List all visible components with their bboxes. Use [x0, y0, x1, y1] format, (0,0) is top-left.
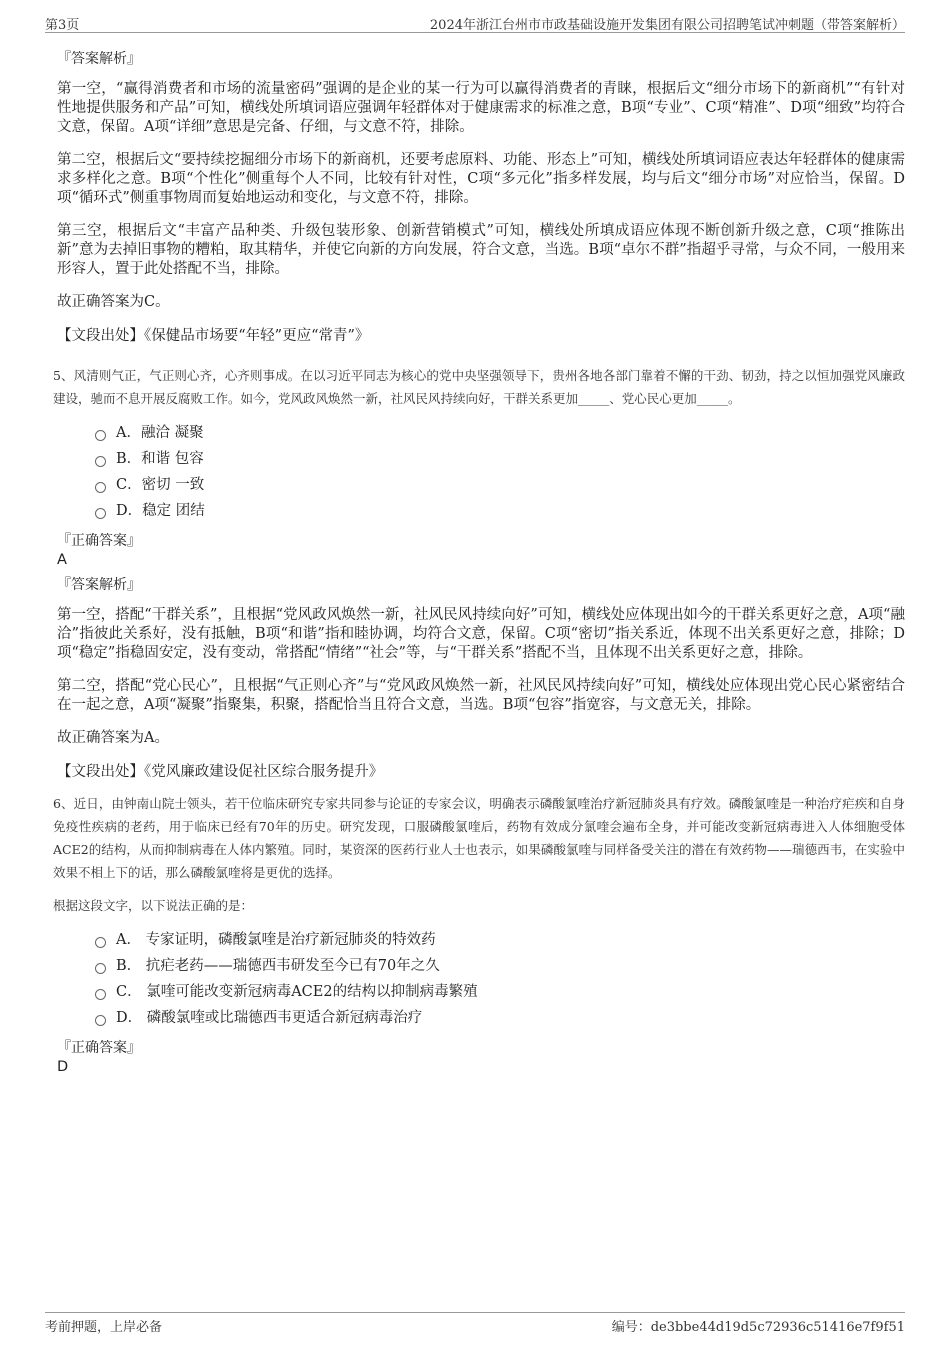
- question-5-options: [95, 420, 905, 524]
- correct-answer: A: [57, 552, 67, 568]
- option-c[interactable]: C．密切 一致: [95, 472, 905, 498]
- page-number: 第3页: [45, 18, 80, 33]
- analysis-paragraph: 第一空，搭配“干群关系”，且根据“党风政风焕然一新，社风民风持续向好”可知，横线处应体现出如今的干群关系更好之意，A项“融洽”指彼此关系好，没有抵触，B项“和谐”指和睦协调，均符合文意，保留。C项“密切”指关系近，体现不出关系更好之意，排除；D项“稳定”指稳固安定，没有变动，常搭配“情绪”“社会”等，与“干群关系”搭配不当，且体现不出关系更好之意，排除。: [57, 607, 905, 661]
- option-b[interactable]: B． 抗疟老药——瑞德西韦研发至今已有70年之久: [95, 953, 905, 979]
- document-title: 2024年浙江台州市市政基础设施开发集团有限公司招聘笔试冲刺题（带答案解析）: [429, 18, 905, 33]
- radio-icon[interactable]: [95, 963, 106, 974]
- analysis-conclusion: 故正确答案为C。: [57, 294, 170, 310]
- answer-label: 『正确答案』: [57, 1040, 141, 1056]
- option-d[interactable]: D．稳定 团结: [95, 498, 905, 524]
- question-6-options: [95, 927, 905, 1031]
- document-id: 编号：de3bbe44d19d5c72936c51416e7f9f51: [611, 1320, 905, 1335]
- radio-icon[interactable]: [95, 482, 106, 493]
- correct-answer: D: [57, 1059, 69, 1075]
- radio-icon[interactable]: [95, 508, 106, 519]
- answer-label: 『正确答案』: [57, 533, 141, 549]
- analysis-label: 『答案解析』: [57, 51, 141, 67]
- analysis-conclusion: 故正确答案为A。: [57, 730, 169, 746]
- radio-icon[interactable]: [95, 430, 106, 441]
- radio-icon[interactable]: [95, 989, 106, 1000]
- analysis-paragraph: 第二空，搭配“党心民心”，且根据“气正则心齐”与“党风政风焕然一新，社风民风持续向好”可知，横线处应体现出党心民心紧密结合在一起之意，A项“凝聚”指聚集，积聚，搭配恰当且符合文意，当选。B项“包容”指宽容，与文意无关，排除。: [57, 678, 905, 713]
- radio-icon[interactable]: [95, 456, 106, 467]
- page-header: [45, 12, 905, 33]
- page-footer: [45, 1312, 905, 1335]
- analysis-label: 『答案解析』: [57, 577, 141, 593]
- option-c[interactable]: C． 氯喹可能改变新冠病毒ACE2的结构以抑制病毒繁殖: [95, 979, 905, 1005]
- option-b[interactable]: B．和谐 包容: [95, 446, 905, 472]
- question-6-prompt: 根据这段文字，以下说法正确的是：: [53, 898, 254, 913]
- analysis-paragraph: 第二空，根据后文“要持续挖掘细分市场下的新商机，还要考虑原料、功能、形态上”可知，横线处所填词语应表达年轻群体的健康需求多样化之意。B项“个性化”侧重每个人不同，比较有针对性，C项“多元化”指多样发展，均与后文“细分市场”对应恰当，保留。D项“循环式”侧重事物周而复始地运动和变化，与文意不符，排除。: [57, 152, 905, 206]
- question-6-text: 6、近日，由钟南山院士领头，若干位临床研究专家共同参与论证的专家会议，明确表示磷酸氯喹治疗新冠肺炎具有疗效。磷酸氯喹是一种治疗疟疾和自身免疫性疾病的老药，用于临床已经有70年的历史。研究发现，口服磷酸氯喹后，药物有效成分氯喹会遍布全身，并可能改变新冠病毒进入人体细胞受体ACE2的结构，从而抑制病毒在人体内繁殖。同时，某资深的医药行业人士也表示，如果磷酸氯喹与同样备受关注的潜在有效药物——瑞德西韦，在实验中效果不相上下的话，那么磷酸氯喹将是更优的选择。: [53, 796, 905, 880]
- footer-slogan: 考前押题，上岸必备: [45, 1320, 163, 1335]
- question-5-text: 5、风清则气正，气正则心齐，心齐则事成。在以习近平同志为核心的党中央坚强领导下，贵州各地各部门靠着不懈的干劲、韧劲，持之以恒加强党风廉政建设，驰而不息开展反腐败工作。如今，党风政风焕然一新，社风民风持续向好，干群关系更加_____、党心民心更加_____。: [53, 368, 905, 406]
- option-a[interactable]: A．融洽 凝聚: [95, 420, 905, 446]
- passage-source: 【文段出处】《保健品市场要“年轻”更应“常青”》: [57, 328, 370, 344]
- analysis-paragraph: 第三空，根据后文“丰富产品种类、升级包装形象、创新营销模式”可知，横线处所填成语应体现不断创新升级之意，C项“推陈出新”意为去掉旧事物的糟粕，取其精华，并使它向新的方向发展，符合文意，当选。B项“卓尔不群”指超乎寻常，与众不同，一般用来形容人，置于此处搭配不当，排除。: [57, 223, 905, 277]
- option-d[interactable]: D． 磷酸氯喹或比瑞德西韦更适合新冠病毒治疗: [95, 1005, 905, 1031]
- analysis-paragraph: 第一空，“赢得消费者和市场的流量密码”强调的是企业的某一行为可以赢得消费者的青睐，根据后文“细分市场下的新商机”“有针对性地提供服务和产品”可知，横线处所填词语应强调年轻群体对于健康需求的标准之意，B项“专业”、C项“精准”、D项“细致”均符合文意，保留。A项“详细”意思是完备、仔细，与文意不符，排除。: [57, 81, 905, 135]
- option-a[interactable]: A． 专家证明，磷酸氯喹是治疗新冠肺炎的特效药: [95, 927, 905, 953]
- page-content: [45, 40, 905, 1081]
- radio-icon[interactable]: [95, 937, 106, 948]
- radio-icon[interactable]: [95, 1015, 106, 1026]
- passage-source: 【文段出处】《党风廉政建设促社区综合服务提升》: [57, 764, 384, 780]
